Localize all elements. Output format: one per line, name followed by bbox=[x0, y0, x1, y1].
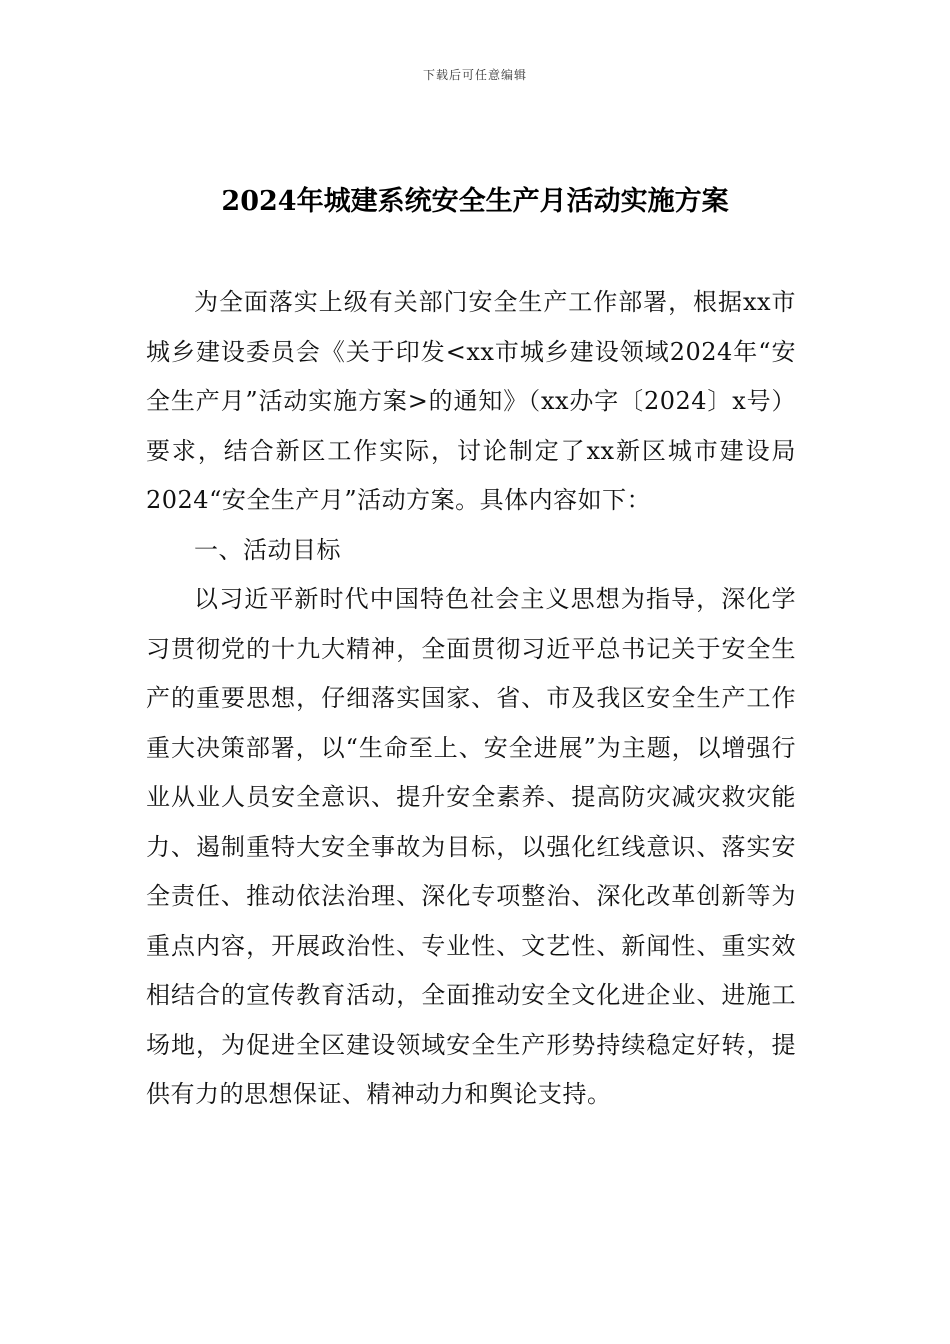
goals-paragraph: 以习近平新时代中国特色社会主义思想为指导，深化学习贯彻党的十九大精神，全面贯彻习近平总书记关于安全生产的重要思想，仔细落实国家、省、市及我区安全生产工作重大决策部署，以“生命至上、安全进展”为主题，以增强行业从业人员安全意识、提升安全素养、提高防灾减灾救灾能力、遏制重特大安全事故为目标，以强化红线意识、落实安全责任、推动依法治理、深化专项整治、深化改革创新等为重点内容，开展政治性、专业性、文艺性、新闻性、重实效相结合的宣传教育活动，全面推动安全文化进企业、进施工场地，为促进全区建设领域安全生产形势持续稳定好转，提供有力的思想保证、精神动力和舆论支持。 bbox=[146, 585, 796, 1108]
document-body bbox=[146, 278, 796, 1120]
header-note: 下载后可任意编辑 bbox=[422, 68, 527, 82]
intro-paragraph: 为全面落实上级有关部门安全生产工作部署，根据xx市城乡建设委员会《关于印发<xx市城乡建设领域2024年“安全生产月”活动实施方案>的通知》（xx办字〔2024〕x号）要求，结合新区工作实际，讨论制定了xx新区城市建设局2024“安全生产月”活动方案。具体内容如下： bbox=[146, 288, 796, 514]
section-heading-activity-goals: 一、活动目标 bbox=[194, 535, 341, 564]
document-title: 2024年城建系统安全生产月活动实施方案 bbox=[221, 186, 729, 217]
